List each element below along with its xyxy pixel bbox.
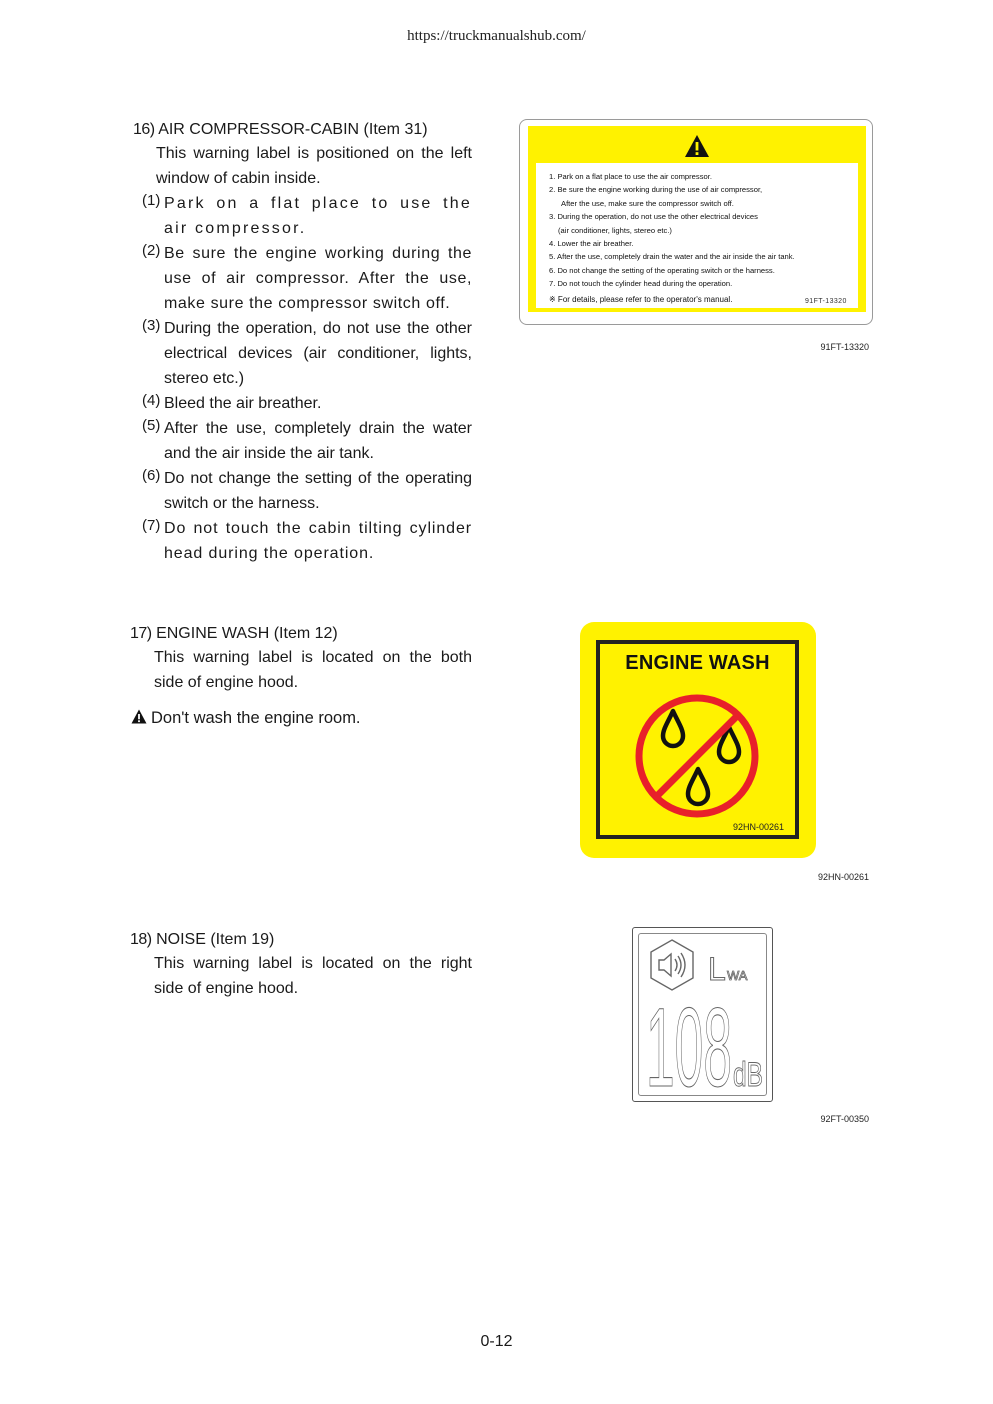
- noise-value-unit: dB: [733, 1056, 763, 1092]
- item-number: (1): [142, 192, 161, 209]
- figure-caption-16: 91FT-13320: [820, 342, 869, 352]
- section-17-heading: [130, 624, 338, 644]
- item-number: (5): [142, 417, 161, 434]
- noise-level-value: [642, 996, 766, 1092]
- engine-wash-label-code: 92HN-00261: [733, 822, 785, 832]
- instruction-line: 2. Be sure the engine working during the use of air compressor,: [549, 185, 763, 195]
- instruction-line: After the use, make sure the compressor switch off.: [561, 198, 734, 208]
- figure-caption-18: 92FT-00350: [820, 1114, 869, 1124]
- item-text: Bleed the air breather.: [164, 395, 322, 412]
- no-water-prohibition-icon: [632, 691, 762, 821]
- figure-caption-17: 92HN-00261: [817, 872, 869, 882]
- sound-power-level-symbol: [706, 952, 756, 984]
- section-18-heading: [130, 930, 274, 950]
- instruction-line: 6. Do not change the setting of the operating switch or the harness.: [549, 265, 775, 275]
- warning-triangle-icon: [131, 709, 147, 724]
- warning-text: Don't wash the engine room.: [151, 709, 361, 727]
- section-18-intro: This warning label is located on the right side of engine hood.: [154, 955, 472, 997]
- lwa-symbol: L: [708, 952, 726, 984]
- speaker-noise-icon: [646, 937, 698, 993]
- instruction-line: (air conditioner, lights, stereo etc.): [558, 225, 672, 235]
- item-number: (6): [142, 467, 161, 484]
- instruction-line: 7. Do not touch the cylinder head during the operation.: [549, 279, 733, 289]
- section-18-title: NOISE: [156, 931, 206, 948]
- section-16-heading: [133, 120, 428, 140]
- item-text: Do not change the setting of the operating switch or the harness.: [164, 470, 472, 512]
- lwa-subscript: WA: [727, 968, 748, 983]
- item-text: During the operation, do not use the other electrical devices (air conditioner, lights, stereo etc.): [164, 320, 472, 387]
- warning-triangle-icon: [684, 134, 710, 158]
- noise-value-number: 108: [646, 996, 732, 1092]
- engine-wash-label-title: ENGINE WASH: [625, 652, 770, 674]
- instruction-line: 5. After the use, completely drain the water and the air inside the air tank.: [549, 252, 795, 262]
- item-number: (2): [142, 242, 161, 259]
- section-17-item-ref: (Item 12): [269, 625, 338, 642]
- item-text: Park on a flat place to use the air compressor.: [164, 195, 472, 237]
- section-17-number: 17): [130, 625, 152, 642]
- page-number: 0-12: [480, 1333, 513, 1350]
- instruction-line: 3. During the operation, do not use the other electrical devices: [549, 212, 758, 222]
- item-number: (4): [142, 392, 161, 409]
- section-17-warning: [131, 707, 361, 729]
- instruction-line: 4. Lower the air breather.: [549, 239, 634, 249]
- section-16-intro: This warning label is positioned on the left window of cabin inside.: [156, 145, 472, 187]
- item-number: (7): [142, 517, 161, 534]
- item-text: Do not touch the cabin tilting cylinder head during the operation.: [164, 520, 472, 562]
- section-18-number: 18): [130, 931, 152, 948]
- compressor-label-instructions: [549, 170, 859, 291]
- item-text: After the use, completely drain the water and the air inside the air tank.: [164, 420, 472, 462]
- source-url: https://truckmanualshub.com/: [407, 28, 586, 44]
- compressor-label-code: 91FT-13320: [805, 298, 847, 305]
- instruction-line: 1. Park on a flat place to use the air compressor.: [549, 172, 712, 181]
- section-16-number: 16): [133, 121, 155, 138]
- section-16-title: AIR COMPRESSOR-CABIN: [158, 121, 360, 138]
- section-17-intro: This warning label is located on the both side of engine hood.: [154, 649, 472, 691]
- item-number: (3): [142, 317, 161, 334]
- compressor-label-note: ※ For details, please refer to the operator's manual.: [549, 295, 733, 304]
- item-text: Be sure the engine working during the use of air compressor. After the use, make sure the compressor switch off.: [164, 245, 472, 312]
- section-18-item-ref: (Item 19): [205, 931, 275, 948]
- section-17-title: ENGINE WASH: [156, 625, 270, 642]
- section-16-item-ref: (Item 31): [359, 121, 428, 138]
